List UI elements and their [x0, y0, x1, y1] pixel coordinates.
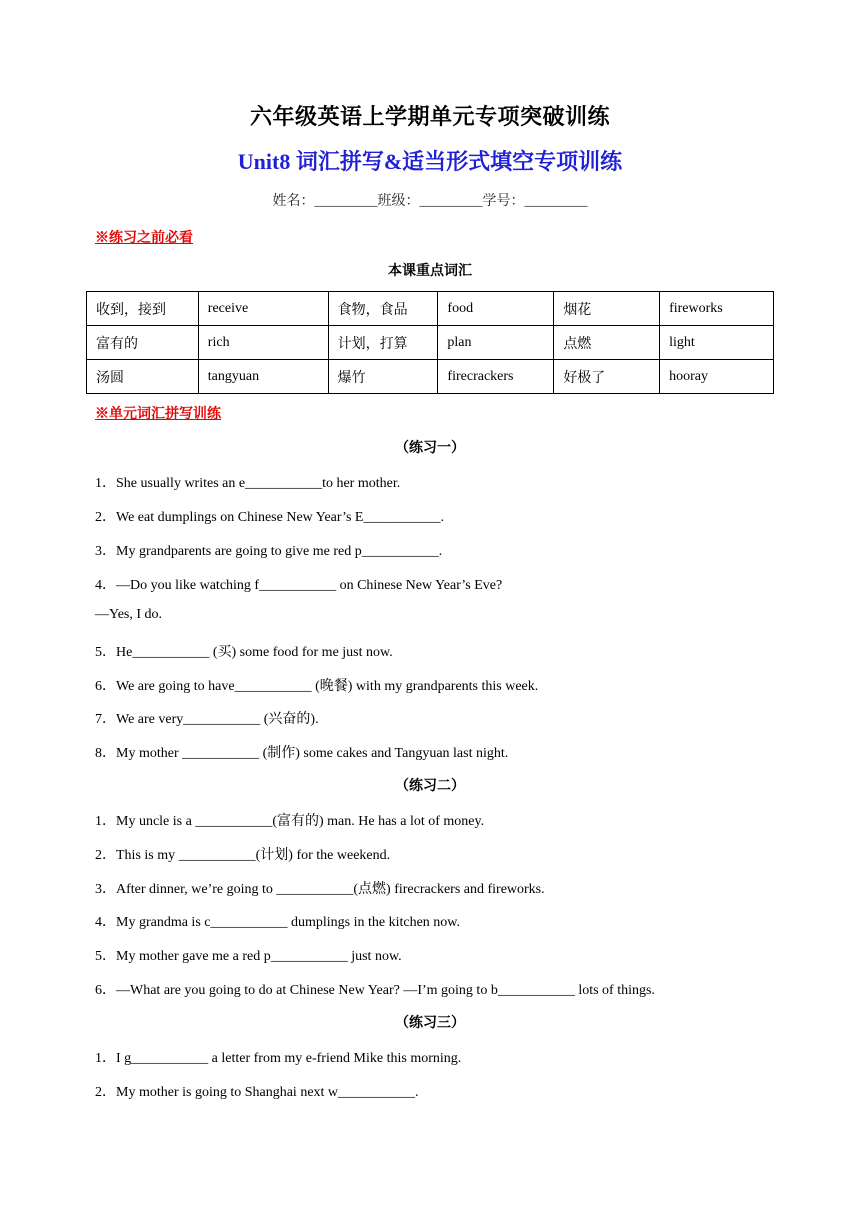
- practice-2-label: （练习二）: [395, 779, 465, 794]
- exercise-item: 4．—Do you like watching f___________ on Chinese New Year’s Eve?: [95, 578, 503, 593]
- exercise-item: 1．My uncle is a ___________(富有的) man. He has a lot of money.: [95, 814, 485, 829]
- exercise-item: 4．My grandma is c___________ dumplings in the kitchen now.: [95, 915, 460, 930]
- table-cell: firecrackers: [438, 360, 554, 394]
- table-cell: plan: [438, 326, 554, 360]
- exercise-item: 1．I g___________ a letter from my e-friend Mike this morning.: [95, 1051, 462, 1066]
- table-cell: receive: [198, 292, 328, 326]
- vocab-table-title: 本课重点词汇: [388, 264, 472, 279]
- table-cell: 收到，接到: [87, 292, 199, 326]
- table-cell: 好极了: [554, 360, 660, 394]
- table-cell: 食物，食品: [328, 292, 438, 326]
- table-cell: tangyuan: [198, 360, 328, 394]
- unit-title: Unit8 词汇拼写&适当形式填空专项训练: [237, 149, 623, 174]
- exercise-item: 1．She usually writes an e___________to her mother.: [95, 476, 401, 491]
- notice-heading: ※练习之前必看: [95, 231, 193, 246]
- exercise-item: 7．We are very___________ (兴奋的).: [95, 712, 319, 727]
- table-cell: 爆竹: [328, 360, 438, 394]
- table-cell: rich: [198, 326, 328, 360]
- exercise-item: 3．My grandparents are going to give me red p___________.: [95, 544, 443, 559]
- exercise-item: 5．He___________ (买) some food for me just now.: [95, 645, 393, 660]
- exercise-item: 2．This is my ___________(计划) for the weekend.: [95, 848, 391, 863]
- student-info-line: 姓名：_________班级：_________学号：_________: [272, 194, 588, 209]
- exercise-item: 3．After dinner, we’re going to ___________(点燃) firecrackers and fireworks.: [95, 882, 545, 897]
- exercise-item: —Yes, I do.: [95, 607, 163, 622]
- table-cell: hooray: [660, 360, 774, 394]
- table-cell: 点燃: [554, 326, 660, 360]
- table-cell: 烟花: [554, 292, 660, 326]
- table-row: [87, 326, 774, 360]
- spelling-heading: ※单元词汇拼写训练: [95, 407, 221, 422]
- exercise-item: 5．My mother gave me a red p___________ just now.: [95, 949, 402, 964]
- exercise-item: 6．We are going to have___________ (晚餐) with my grandparents this week.: [95, 679, 539, 694]
- exercise-item: 2．We eat dumplings on Chinese New Year’s E___________.: [95, 510, 444, 525]
- table-cell: 计划，打算: [328, 326, 438, 360]
- table-cell: fireworks: [660, 292, 774, 326]
- table-cell: food: [438, 292, 554, 326]
- table-row: [87, 360, 774, 394]
- table-row: [87, 292, 774, 326]
- vocab-table: [86, 291, 774, 394]
- table-cell: 富有的: [87, 326, 199, 360]
- table-cell: 汤圆: [87, 360, 199, 394]
- exercise-item: 2．My mother is going to Shanghai next w___________.: [95, 1085, 419, 1100]
- practice-1-label: （练习一）: [395, 441, 465, 456]
- main-title: 六年级英语上学期单元专项突破训练: [249, 104, 610, 129]
- practice-3-label: （练习三）: [395, 1016, 465, 1031]
- table-cell: light: [660, 326, 774, 360]
- exercise-item: 8．My mother ___________ (制作) some cakes and Tangyuan last night.: [95, 746, 509, 761]
- exercise-item: 6．—What are you going to do at Chinese New Year? —I’m going to b___________ lots of things.: [95, 983, 655, 998]
